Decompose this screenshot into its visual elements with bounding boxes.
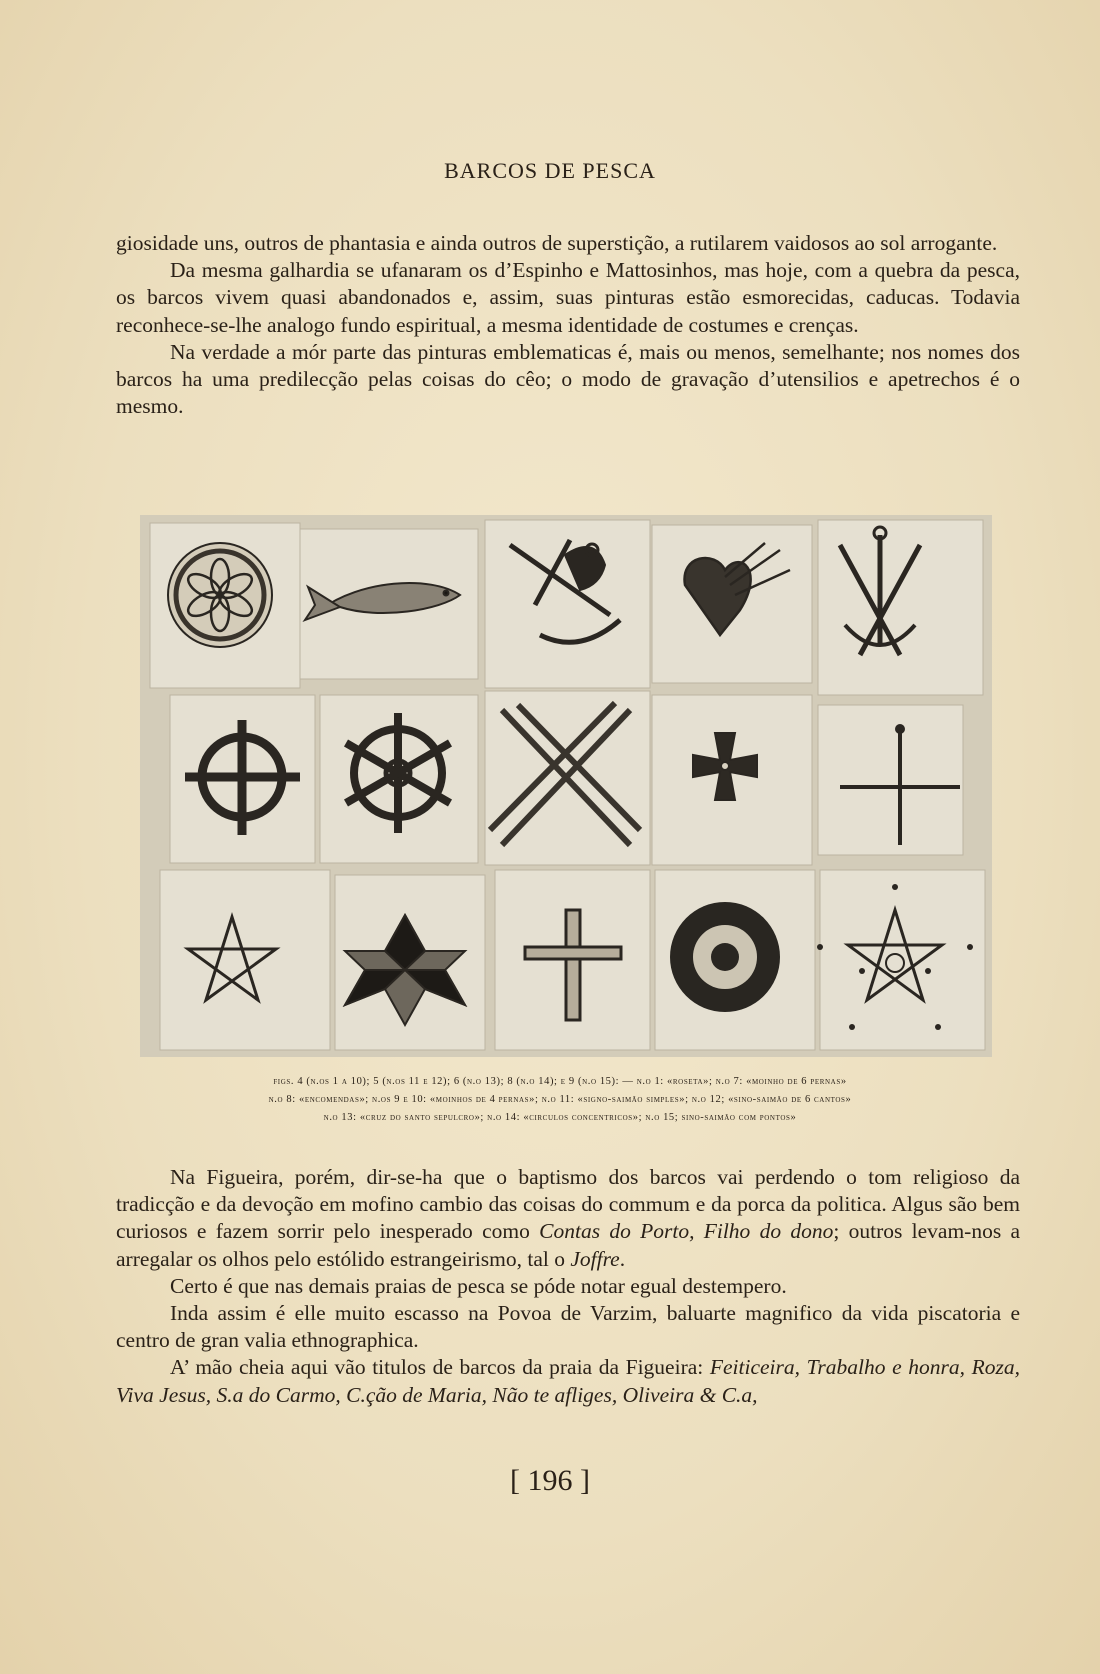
paragraph: Da mesma galhardia se ufanaram os d’Espinho e Mattosinhos, mas hoje, com a quebra da pesca, os barcos vivem quasi abandonados e, assim, suas pinturas estão esmorecidas, caducas. Todavia reconhece-se-lhe analogo fundo espiritual, a mesma identidade de costumes e crenças.	[116, 258, 1020, 337]
text-block-bottom	[116, 1164, 1020, 1409]
page-number: [ 196 ]	[510, 1464, 590, 1497]
text-run: Inda assim é elle muito escasso na Povoa de Varzim, baluarte magnifico da vida piscatoria e centro de gran valia ethnographica.	[116, 1301, 1020, 1353]
circulos-concentricos-emblem	[670, 902, 780, 1012]
paragraph: Na verdade a mór parte das pinturas emblematicas é, mais ou menos, semelhante; nos nomes dos barcos ha uma predilecção pelas coisas do cêo; o modo de gravação d’utensilios e apetrechos é o mesmo.	[116, 339, 1020, 419]
italic-run: Joffre	[570, 1246, 620, 1271]
text-block-top	[116, 230, 1020, 420]
text-run: .	[619, 1246, 626, 1271]
paragraph	[116, 1273, 1020, 1300]
text-run: ; outros levam-nos a arregalar os olhos pelo estólido estrangeirismo, tal o	[116, 1219, 1021, 1271]
caption-line: figs. 4 (n.os 1 a 10); 5 (n.os 11 e 12); 6 (n.o 13); 8 (n.o 14); e 9 (n.o 15): — n.o 1: «roseta»; n.o 7: «moinho de 6 pernas»	[273, 1076, 847, 1087]
caption-line: n.o 8: «encomendas»; n.os 9 e 10: «moinhos de 4 pernas»; n.o 11: «signo-saimão simples»; n.o 12; «sino-saimão de 6 cantos»	[268, 1094, 852, 1105]
roseta-emblem	[168, 543, 272, 647]
text-run: A’ mão cheia aqui vão titulos de barcos da praia da Figueira:	[170, 1355, 710, 1380]
text-run: Na Figueira, porém, dir-se-ha que o baptismo dos barcos vai perdendo o tom religioso da tradicção e da devoção em mofino cambio das coisas do commum e da porca da politica. Algus são bem curiosos e fazem sorrir pelo inesperado como	[116, 1165, 1020, 1244]
running-head: BARCOS DE PESCA	[444, 158, 656, 183]
paragraph	[116, 1300, 1020, 1354]
italic-run: Feiticeira, Trabalho e honra, Roza, Viva Jesus, S.a do Carmo, C.ção de Maria, Não te afliges, Oliveira & C.a,	[116, 1355, 1020, 1407]
italic-run: Contas do Porto, Filho do dono	[539, 1219, 834, 1244]
paragraph	[116, 1354, 1020, 1408]
paragraph	[116, 1164, 1020, 1273]
emblem-grid	[140, 515, 992, 1057]
text-run: Certo é que nas demais praias de pesca se póde notar egual destempero.	[170, 1273, 787, 1298]
figure-plate	[140, 515, 992, 1057]
caption-line: n.o 13: «cruz do santo sepulcro»; n.o 14: «circulos concentricos»; n.o 15; sino-saimão com pontos»	[323, 1112, 797, 1123]
figure-caption	[120, 1073, 1000, 1127]
paragraph: giosidade uns, outros de phantasia e ainda outros de superstição, a rutilarem vaidosos ao sol arrogante.	[116, 231, 998, 255]
